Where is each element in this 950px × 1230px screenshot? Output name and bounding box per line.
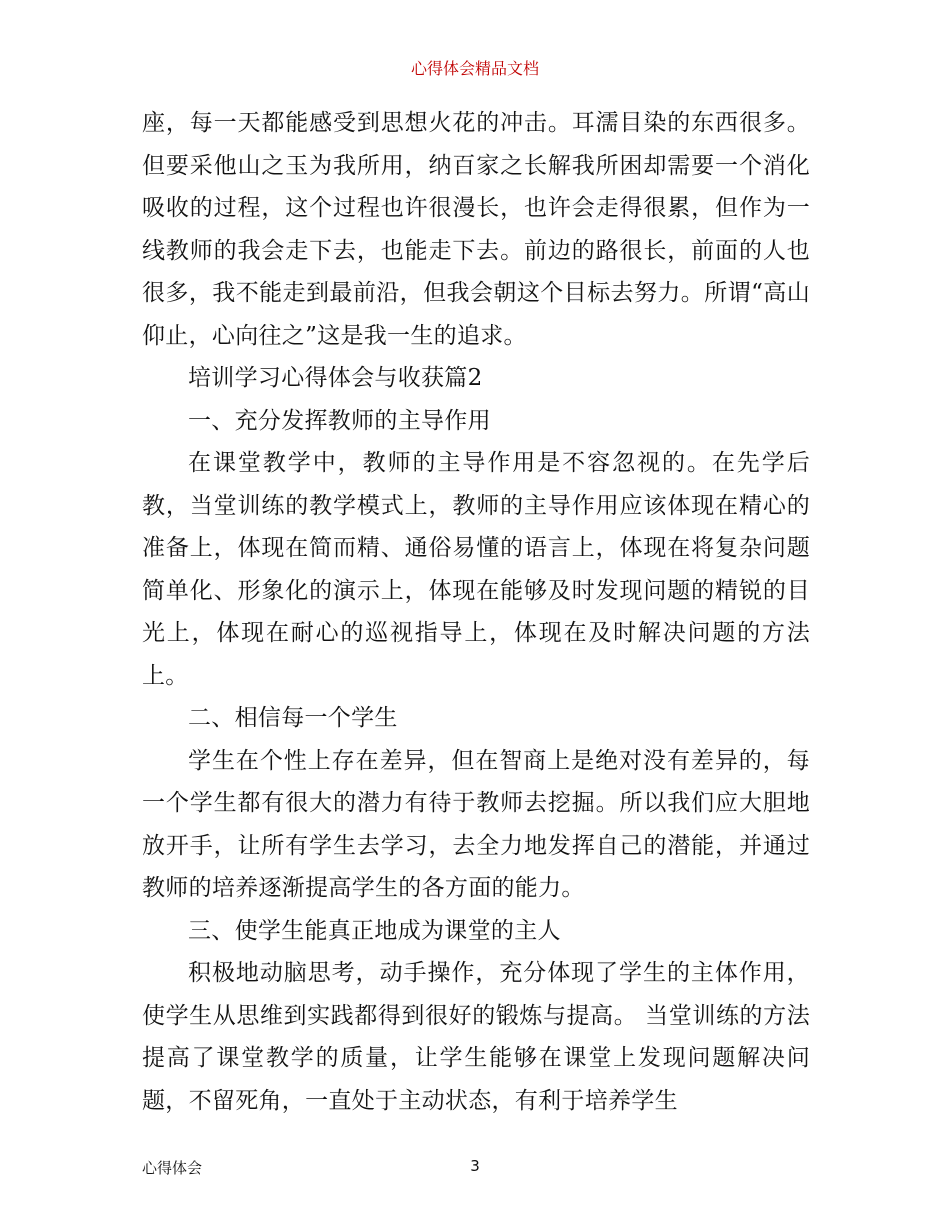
paragraph-students-as-masters: 积极地动脑思考，动手操作，充分体现了学生的主体作用，使学生从思维到实践都得到很好的锻炼与提高。 当堂训练的方法提高了课堂教学的质量，让学生能够在课堂上发现问题解决问题，不留死角，一直处于主动状态，有利于培养学生 — [142, 960, 810, 1114]
section-heading-part2: 培训学习心得体会与收获篇2 — [188, 365, 483, 391]
document-body — [142, 102, 810, 1122]
paragraph-trust-students: 学生在个性上存在差异，但在智商上是绝对没有差异的，每一个学生都有很大的潜力有待于教师去挖掘。所以我们应大胆地放开手，让所有学生去学习，去全力地发挥自己的潜能，并通过教师的培养逐渐提高学生的各方面的能力。 — [142, 747, 810, 901]
subheading-students-as-masters: 三、使学生能真正地成为课堂的主人 — [188, 917, 561, 944]
footer-label: 心得体会 — [142, 1159, 203, 1177]
paragraph-teacher-role: 在课堂教学中，教师的主导作用是不容忽视的。在先学后教，当堂训练的教学模式上，教师的主导作用应该体现在精心的准备上，体现在简而精、通俗易懂的语言上，体现在将复杂问题简单化、形象化的演示上，体现在能够及时发现问题的精锐的目光上，体现在耐心的巡视指导上，体现在及时解决问题的方法上。 — [142, 450, 810, 689]
subheading-trust-students: 二、相信每一个学生 — [188, 705, 398, 731]
page-number: 3 — [470, 1157, 480, 1175]
subheading-teacher-role: 一、充分发挥教师的主导作用 — [188, 407, 491, 434]
document-header-title: 心得体会精品文档 — [410, 59, 539, 78]
paragraph-continuation: 座，每一天都能感受到思想火花的冲击。耳濡目染的东西很多。但要采他山之玉为我所用，纳百家之长解我所困却需要一个消化吸收的过程，这个过程也许很漫长，也许会走得很累，但作为一线教师的我会走下去，也能走下去。前边的路很长，前面的人也很多，我不能走到最前沿，但我会朝这个目标去努力。所谓“高山仰止，心向往之”这是我一生的追求。 — [142, 110, 810, 349]
